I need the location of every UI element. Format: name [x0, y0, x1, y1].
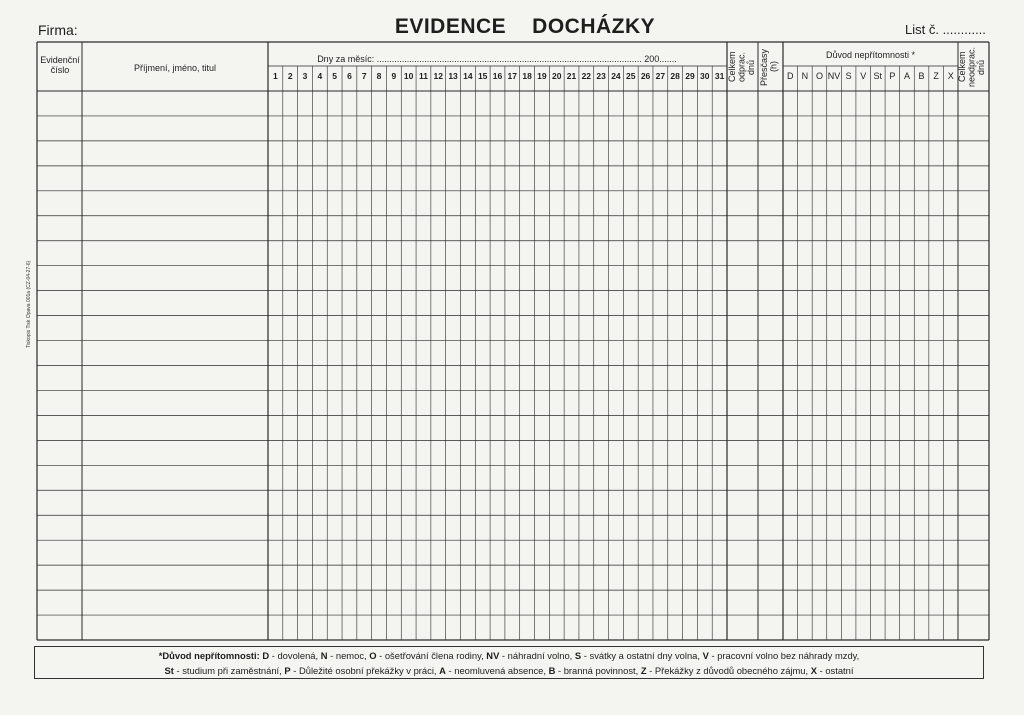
legend-description: - dovolená,	[269, 650, 321, 661]
legend-box	[34, 646, 984, 679]
day-number: 28	[670, 71, 680, 81]
day-number: 4	[317, 71, 323, 81]
day-number: 11	[418, 71, 428, 81]
legend-code: X	[810, 665, 817, 676]
legend-code: V	[702, 650, 709, 661]
legend-description: - branná povinnost,	[555, 665, 641, 676]
day-number: 25	[626, 71, 636, 81]
year-label: 200.......	[644, 54, 677, 64]
legend-description: - náhradní volno,	[499, 650, 575, 661]
legend-description: - pracovní volno bez náhrady mzdy,	[708, 650, 860, 661]
col-header-celkem-odprac: Celkem odprac. dnů	[727, 51, 756, 83]
day-number: 19	[537, 71, 547, 81]
col-header-celkem-neodprac: Celkem neodprac. dnů	[957, 46, 986, 88]
day-number: 14	[463, 71, 473, 81]
legend-code: S	[574, 650, 582, 661]
legend-description: - nemoc,	[327, 650, 370, 661]
reason-code: S	[845, 71, 852, 81]
reason-code: O	[815, 71, 823, 81]
day-number: 16	[492, 71, 503, 81]
col-header-evidencni-cislo: Evidenční číslo	[40, 55, 80, 76]
day-number: 8	[376, 71, 382, 81]
reason-code: A	[903, 71, 910, 81]
day-number: 12	[433, 71, 443, 81]
day-number: 29	[685, 71, 695, 81]
reason-code: N	[801, 71, 809, 81]
day-number: 22	[581, 71, 592, 81]
reason-code: D	[787, 71, 794, 81]
day-number: 31	[714, 71, 725, 81]
day-number: 7	[361, 71, 367, 81]
day-number: 2	[287, 71, 293, 81]
legend-code: B	[548, 665, 556, 676]
legend-description: - ostatní	[817, 665, 854, 676]
legend-code: O	[369, 650, 377, 661]
reason-code: St	[873, 71, 883, 81]
day-number: 17	[507, 71, 518, 81]
day-number: 21	[566, 71, 577, 81]
legend-code: St	[164, 665, 174, 676]
day-number: 18	[522, 71, 532, 81]
legend-code: Z	[640, 665, 647, 676]
title-word-2: DOCHÁZKY	[532, 15, 656, 38]
day-number: 5	[332, 71, 337, 81]
day-number: 30	[700, 71, 710, 81]
day-number: 23	[596, 71, 606, 81]
legend-line-2	[35, 665, 983, 676]
day-number: 15	[477, 71, 488, 81]
legend-description: - Překážky z důvodů obecného zájmu,	[646, 665, 811, 676]
reason-code: Z	[933, 71, 939, 81]
reason-code: V	[860, 71, 867, 81]
reason-code: X	[947, 71, 954, 81]
day-number: 24	[611, 71, 621, 81]
reason-code: P	[889, 71, 896, 81]
legend-code: N	[320, 650, 328, 661]
list-number-label: List č. ............	[905, 22, 986, 37]
reason-code: NV	[827, 71, 841, 81]
day-number: 13	[448, 71, 458, 81]
legend-code: *Důvod nepřítomnosti: D	[158, 650, 270, 661]
day-number: 6	[347, 71, 352, 81]
legend-description: - ošetřování člena rodiny,	[376, 650, 487, 661]
legend-description: - Důležité osobní překážky v práci,	[290, 665, 440, 676]
col-header-duvod-nepritomnosti: Důvod nepřítomnosti *	[825, 50, 916, 60]
day-number: 3	[302, 71, 308, 81]
legend-description: - studium při zaměstnání,	[173, 665, 285, 676]
legend-code: A	[439, 665, 446, 676]
legend-line-1	[35, 650, 983, 661]
day-number: 10	[403, 71, 414, 81]
legend-code: NV	[486, 650, 500, 661]
dny-za-mesic-label: Dny za měsíc: ..........................................................................................................	[317, 54, 642, 64]
col-header-jmeno: Příjmení, jméno, titul	[133, 63, 217, 73]
legend-code: P	[284, 665, 291, 676]
reason-code: B	[918, 71, 925, 81]
day-number: 9	[391, 71, 397, 81]
legend-description: - neomluvená absence,	[445, 665, 549, 676]
legend-description: - svátky a ostatní dny volna,	[581, 650, 703, 661]
day-number: 20	[551, 71, 562, 81]
day-number: 1	[273, 71, 278, 81]
firma-label: Firma:	[38, 22, 78, 38]
title-word-1: EVIDENCE	[394, 15, 507, 38]
day-number: 26	[640, 71, 651, 81]
col-header-prescasy: Přesčasy (h)	[759, 48, 779, 86]
day-number: 27	[655, 71, 666, 81]
side-print-note: Tiskopis Tisk Opava 001a (CZ-04-27-6)	[26, 260, 32, 348]
col-header-dny-za-mesic	[268, 54, 726, 64]
